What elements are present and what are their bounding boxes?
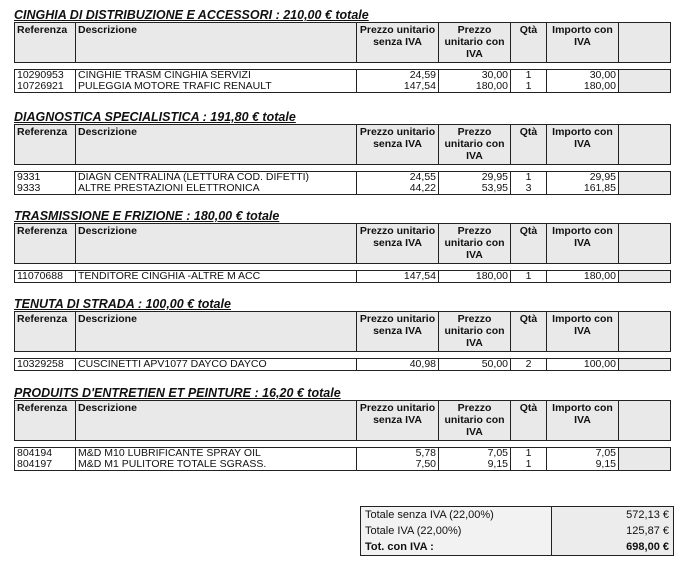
cell-amount: 30,00 — [547, 70, 619, 82]
cell-ref: 9331 — [15, 172, 76, 184]
cell-ref: 804197 — [15, 459, 76, 471]
cell-net: 24,55 — [357, 172, 439, 184]
cell-qty: 2 — [511, 359, 547, 371]
table-row — [15, 448, 671, 460]
col-unit-net: Prezzo unitario senza IVA — [357, 125, 439, 165]
cell-blank — [619, 81, 671, 93]
section-title: TENUTA DI STRADA : 100,00 € totale — [14, 297, 231, 311]
cell-qty: 1 — [511, 172, 547, 184]
cell-blank — [619, 183, 671, 195]
section-cinghia — [14, 8, 670, 93]
section-produits — [14, 386, 670, 471]
table-row — [15, 81, 671, 93]
cell-qty: 1 — [511, 81, 547, 93]
col-desc: Descrizione — [76, 401, 357, 441]
col-blank — [619, 401, 671, 441]
col-qty: Qtà — [511, 125, 547, 165]
cell-qty: 3 — [511, 183, 547, 195]
total-value: 698,00 € — [552, 539, 674, 556]
col-qty: Qtà — [511, 401, 547, 441]
cell-gross: 53,95 — [439, 183, 511, 195]
totals-table — [360, 506, 674, 556]
cell-blank — [619, 271, 671, 283]
cell-amount: 29,95 — [547, 172, 619, 184]
total-value: 125,87 € — [552, 523, 674, 539]
section-diagnostica — [14, 110, 670, 195]
col-ref: Referenza — [15, 125, 76, 165]
col-unit-gross: Prezzo unitario con IVA — [439, 401, 511, 441]
cell-blank — [619, 172, 671, 184]
cell-amount: 180,00 — [547, 271, 619, 283]
col-qty: Qtà — [511, 23, 547, 63]
table-row — [15, 70, 671, 82]
cell-ref: 10329258 — [15, 359, 76, 371]
col-amount: Importo con IVA — [547, 401, 619, 441]
cell-ref: 10290953 — [15, 70, 76, 82]
cell-blank — [619, 70, 671, 82]
table-row — [15, 271, 671, 283]
cell-gross: 29,95 — [439, 172, 511, 184]
section-title: DIAGNOSTICA SPECIALISTICA : 191,80 € totale — [14, 110, 296, 124]
total-value: 572,13 € — [552, 507, 674, 524]
table-row — [15, 459, 671, 471]
cell-amount: 9,15 — [547, 459, 619, 471]
cell-blank — [619, 448, 671, 460]
table-row — [15, 359, 671, 371]
total-row-net — [361, 507, 674, 524]
cell-desc: M&D M10 LUBRIFICANTE SPRAY OIL — [76, 448, 357, 460]
cell-blank — [619, 359, 671, 371]
cell-net: 24,59 — [357, 70, 439, 82]
cell-qty: 1 — [511, 271, 547, 283]
cell-gross: 50,00 — [439, 359, 511, 371]
total-label: Totale senza IVA (22,00%) — [361, 507, 552, 524]
items-table — [14, 311, 671, 371]
cell-ref: 11070688 — [15, 271, 76, 283]
col-unit-net: Prezzo unitario senza IVA — [357, 312, 439, 352]
cell-amount: 180,00 — [547, 81, 619, 93]
cell-blank — [619, 459, 671, 471]
cell-amount: 7,05 — [547, 448, 619, 460]
items-table — [14, 124, 671, 195]
col-amount: Importo con IVA — [547, 125, 619, 165]
col-blank — [619, 312, 671, 352]
cell-net: 7,50 — [357, 459, 439, 471]
col-blank — [619, 23, 671, 63]
items-table — [14, 400, 671, 471]
cell-ref: 9333 — [15, 183, 76, 195]
section-trasmissione — [14, 209, 670, 283]
cell-ref: 10726921 — [15, 81, 76, 93]
cell-amount: 161,85 — [547, 183, 619, 195]
items-table — [14, 22, 671, 93]
section-title: PRODUITS D'ENTRETIEN ET PEINTURE : 16,20 € totale — [14, 386, 341, 400]
cell-net: 147,54 — [357, 81, 439, 93]
col-amount: Importo con IVA — [547, 23, 619, 63]
total-row-gross — [361, 539, 674, 556]
cell-net: 147,54 — [357, 271, 439, 283]
col-unit-net: Prezzo unitario senza IVA — [357, 224, 439, 264]
cell-net: 5,78 — [357, 448, 439, 460]
col-desc: Descrizione — [76, 312, 357, 352]
cell-gross: 7,05 — [439, 448, 511, 460]
cell-gross: 180,00 — [439, 81, 511, 93]
cell-desc: ALTRE PRESTAZIONI ELETTRONICA — [76, 183, 357, 195]
cell-ref: 804194 — [15, 448, 76, 460]
col-blank — [619, 224, 671, 264]
col-desc: Descrizione — [76, 23, 357, 63]
col-unit-gross: Prezzo unitario con IVA — [439, 312, 511, 352]
col-desc: Descrizione — [76, 125, 357, 165]
col-ref: Referenza — [15, 23, 76, 63]
cell-desc: PULEGGIA MOTORE TRAFIC RENAULT — [76, 81, 357, 93]
col-unit-net: Prezzo unitario senza IVA — [357, 23, 439, 63]
col-unit-gross: Prezzo unitario con IVA — [439, 23, 511, 63]
total-row-vat — [361, 523, 674, 539]
cell-desc: DIAGN CENTRALINA (LETTURA COD. DIFETTI) — [76, 172, 357, 184]
total-label: Totale IVA (22,00%) — [361, 523, 552, 539]
col-desc: Descrizione — [76, 224, 357, 264]
cell-gross: 30,00 — [439, 70, 511, 82]
cell-qty: 1 — [511, 70, 547, 82]
cell-amount: 100,00 — [547, 359, 619, 371]
cell-desc: CINGHIE TRASM CINGHIA SERVIZI — [76, 70, 357, 82]
cell-desc: CUSCINETTI APV1077 DAYCO DAYCO — [76, 359, 357, 371]
cell-qty: 1 — [511, 459, 547, 471]
col-unit-gross: Prezzo unitario con IVA — [439, 125, 511, 165]
col-ref: Referenza — [15, 401, 76, 441]
section-tenuta — [14, 297, 670, 371]
cell-desc: TENDITORE CINGHIA -ALTRE M ACC — [76, 271, 357, 283]
col-unit-gross: Prezzo unitario con IVA — [439, 224, 511, 264]
cell-qty: 1 — [511, 448, 547, 460]
section-title: CINGHIA DI DISTRIBUZIONE E ACCESSORI : 210,00 € totale — [14, 8, 369, 22]
col-amount: Importo con IVA — [547, 312, 619, 352]
section-title: TRASMISSIONE E FRIZIONE : 180,00 € totale — [14, 209, 280, 223]
col-qty: Qtà — [511, 224, 547, 264]
items-table — [14, 223, 671, 283]
col-amount: Importo con IVA — [547, 224, 619, 264]
table-row — [15, 183, 671, 195]
col-ref: Referenza — [15, 312, 76, 352]
cell-gross: 180,00 — [439, 271, 511, 283]
col-blank — [619, 125, 671, 165]
table-row — [15, 172, 671, 184]
cell-net: 44,22 — [357, 183, 439, 195]
total-label: Tot. con IVA : — [361, 539, 552, 556]
cell-desc: M&D M1 PULITORE TOTALE SGRASS. — [76, 459, 357, 471]
col-unit-net: Prezzo unitario senza IVA — [357, 401, 439, 441]
cell-gross: 9,15 — [439, 459, 511, 471]
col-qty: Qtà — [511, 312, 547, 352]
cell-net: 40,98 — [357, 359, 439, 371]
col-ref: Referenza — [15, 224, 76, 264]
